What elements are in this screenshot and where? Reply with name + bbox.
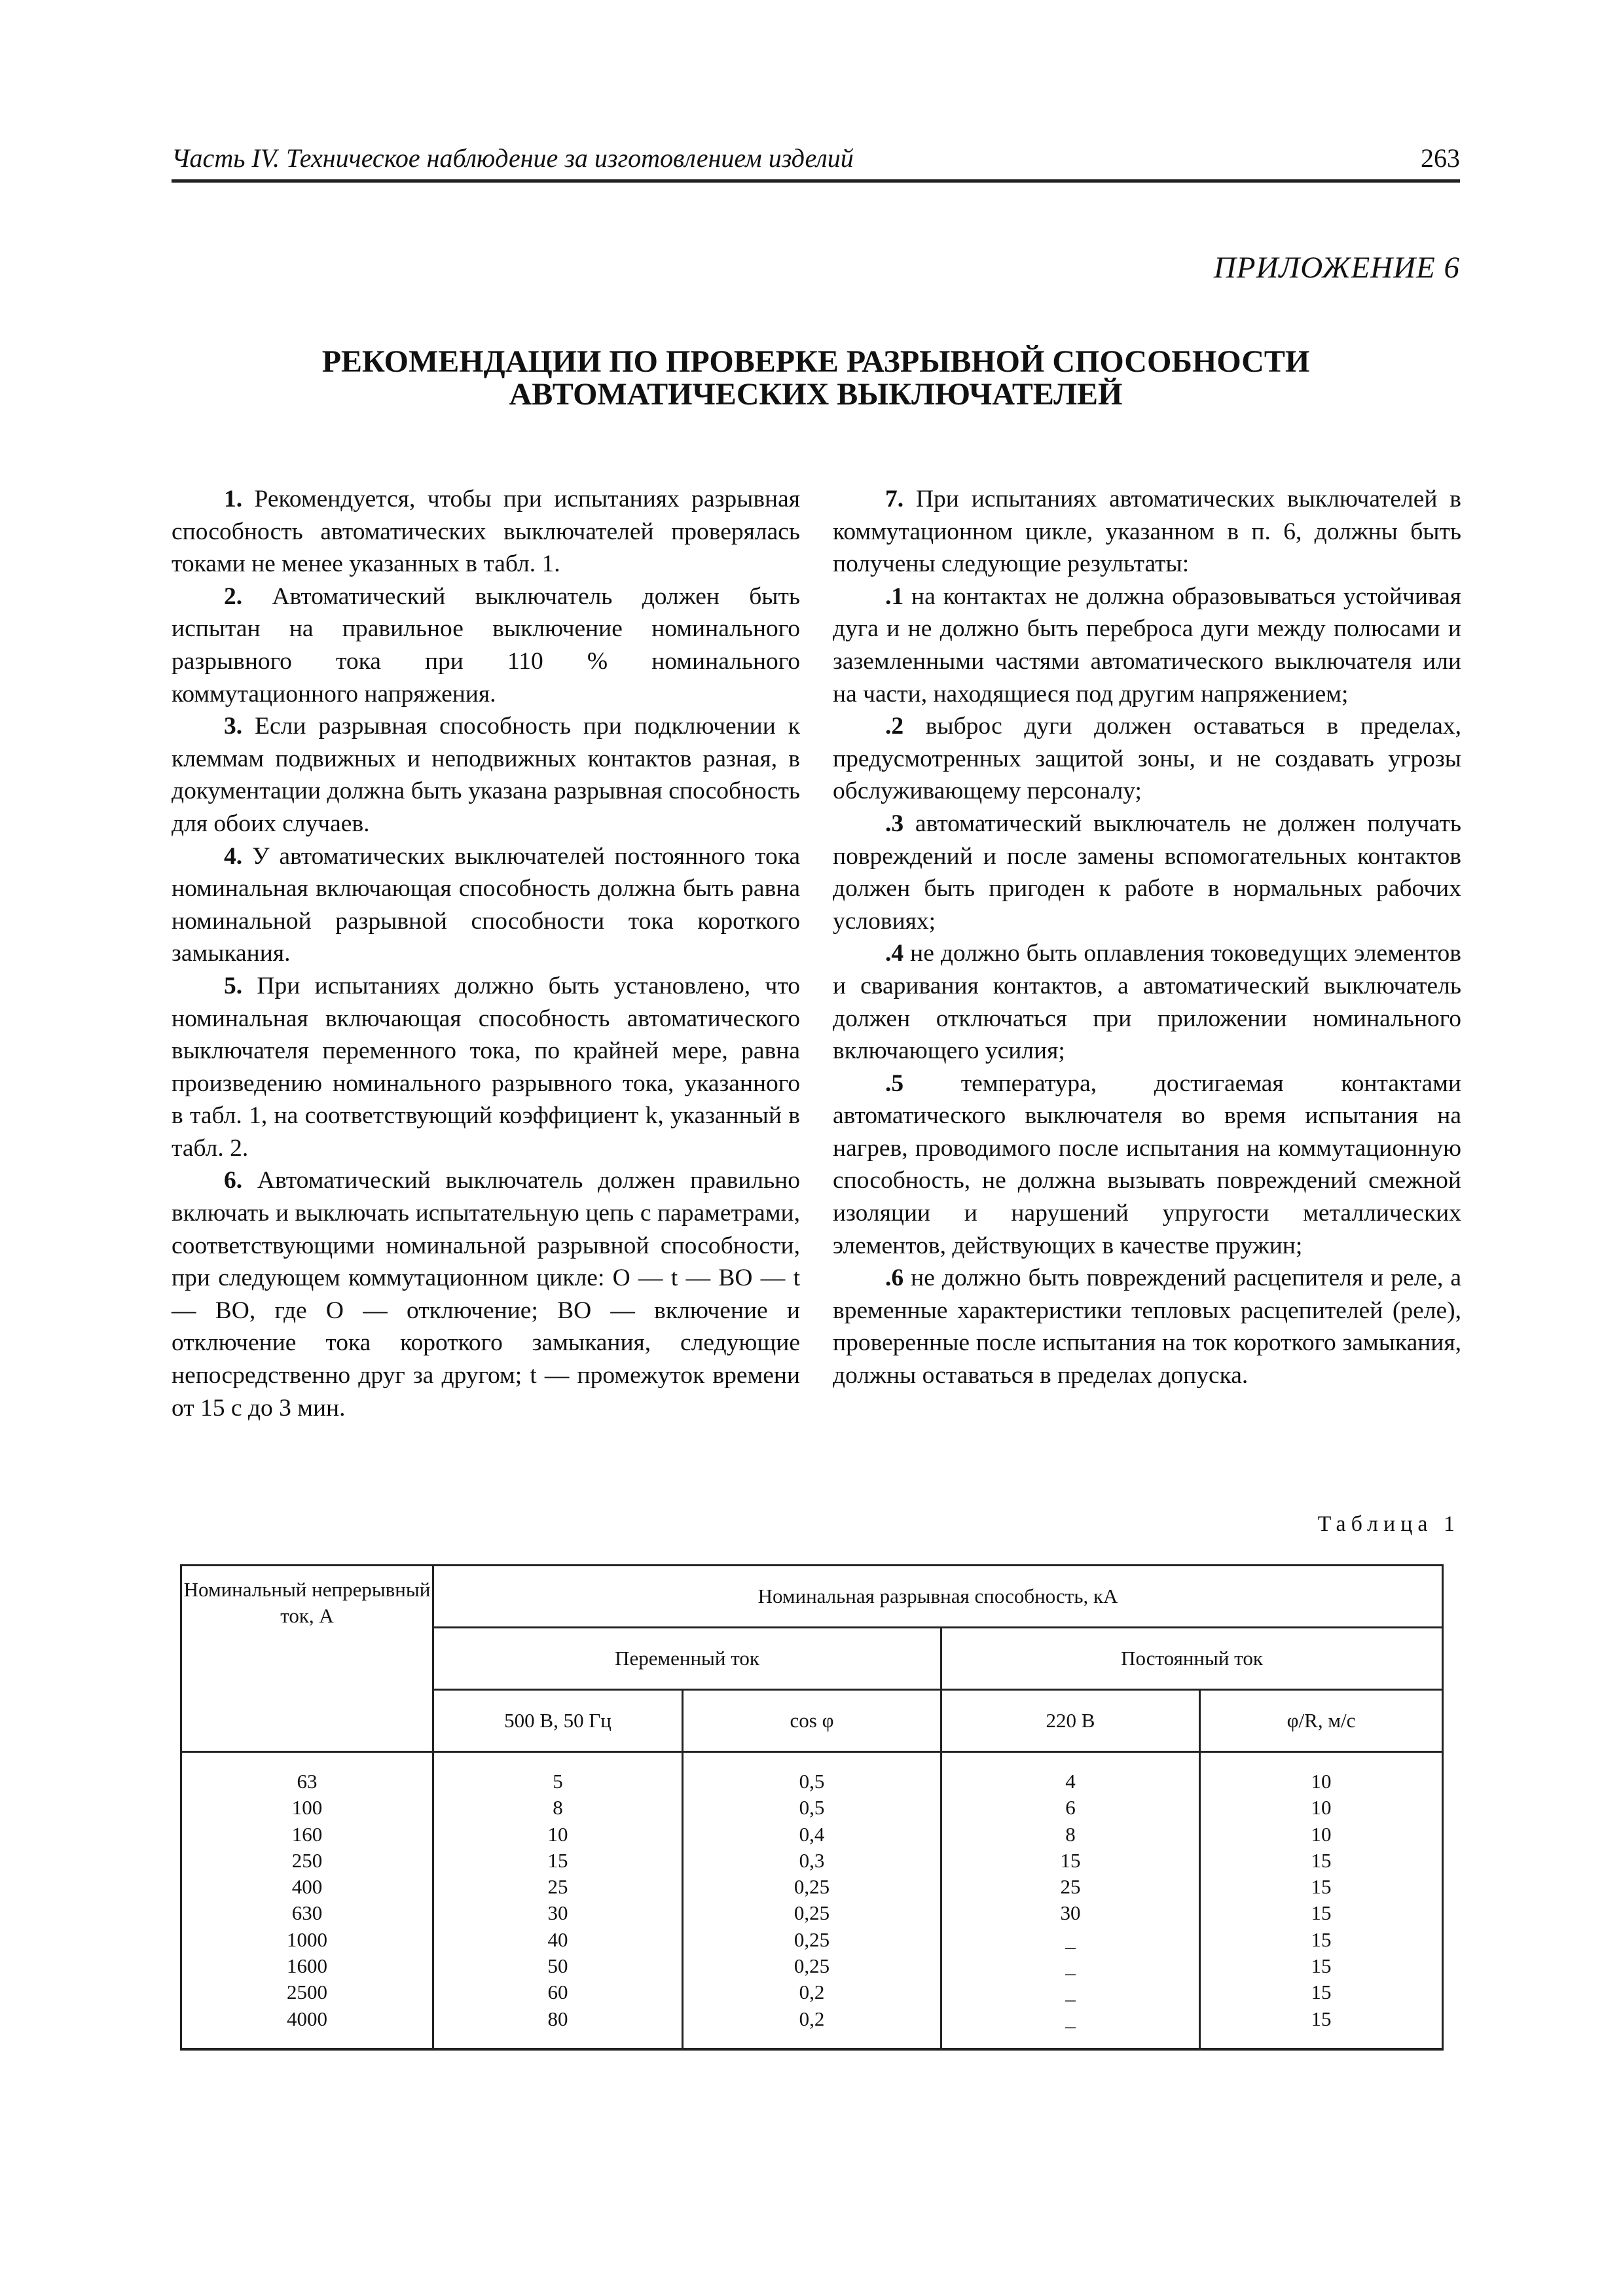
paragraph: .6 не должно быть повреждений расцепителя и реле, а временные характеристики тепловых расцепителей (реле), проверенные после испытания на ток короткого замыкания, должны оставаться в пределах допуска. <box>833 1265 1461 1390</box>
data-table <box>180 1564 1444 2051</box>
paragraph: .4 не должно быть оплавления токоведущих элементов и сваривания контактов, а автоматический выключатель должен отключаться при приложении номинального включающего усилия; <box>833 940 1461 1065</box>
table-cell: 30 <box>433 1900 683 1926</box>
table-row <box>181 1795 1443 1821</box>
table-cell: 50 <box>433 1953 683 1979</box>
table-row <box>181 1927 1443 1953</box>
table-cell: 0,5 <box>683 1795 941 1821</box>
table-cell: _ <box>941 1953 1200 1979</box>
table-cell: 15 <box>1200 1953 1443 1979</box>
right-column <box>833 483 1461 1392</box>
header-phi-r: φ/R, м/с <box>1200 1690 1443 1752</box>
paragraph: .2 выброс дуги должен оставаться в пределах, предусмотренных защитой зоны, и не создавать угрозы обслуживающему персоналу; <box>833 713 1461 805</box>
table-cell: 0,5 <box>683 1752 941 1795</box>
table-cell: 4 <box>941 1752 1200 1795</box>
table-cell: 30 <box>941 1900 1200 1926</box>
table-cell: 40 <box>433 1927 683 1953</box>
table-row <box>181 1979 1443 2005</box>
table-cell: 0,4 <box>683 1821 941 1848</box>
table-cell: 15 <box>1200 1848 1443 1874</box>
table-cell: 25 <box>433 1874 683 1900</box>
table-cell: 1000 <box>181 1927 433 1953</box>
table-cell: 15 <box>1200 1927 1443 1953</box>
table-cell: 63 <box>181 1752 433 1795</box>
document-title-line-2: АВТОМАТИЧЕСКИХ ВЫКЛЮЧАТЕЛЕЙ <box>509 377 1123 412</box>
document-title <box>172 346 1460 411</box>
table-row <box>181 1821 1443 1848</box>
table-cell: 8 <box>941 1821 1200 1848</box>
header-breaking-capacity: Номинальная разрывная способность, кА <box>433 1566 1443 1628</box>
table-cell: 60 <box>433 1979 683 2005</box>
table-cell: 0,25 <box>683 1953 941 1979</box>
header-dc: Постоянный ток <box>941 1628 1443 1690</box>
table-cell: 4000 <box>181 2006 433 2049</box>
header-ac-voltage: 500 В, 50 Гц <box>433 1690 683 1752</box>
table-cell: 2500 <box>181 1979 433 2005</box>
table-cell: 400 <box>181 1874 433 1900</box>
document-title-line-1: РЕКОМЕНДАЦИИ ПО ПРОВЕРКЕ РАЗРЫВНОЙ СПОСОБНОСТИ <box>321 344 1310 379</box>
table-cell: 10 <box>1200 1821 1443 1848</box>
paragraph: 1. Рекомендуется, чтобы при испытаниях разрывная способность автоматических выключателей проверялась токами не менее указанных в табл. 1. <box>172 486 800 578</box>
header-rated-current: Номинальный непрерывный ток, А <box>181 1566 433 1752</box>
table-cell: 15 <box>1200 1874 1443 1900</box>
table-cell: 10 <box>433 1821 683 1848</box>
table-cell: _ <box>941 1979 1200 2005</box>
page-number: 263 <box>1421 143 1460 173</box>
left-column <box>172 483 800 1424</box>
table-cell: 10 <box>1200 1795 1443 1821</box>
appendix-label: ПРИЛОЖЕНИЕ 6 <box>1213 251 1460 285</box>
table-cell: 8 <box>433 1795 683 1821</box>
table-cell: _ <box>941 2006 1200 2049</box>
table-cell: 6 <box>941 1795 1200 1821</box>
header-cos-phi: cos φ <box>683 1690 941 1752</box>
table-cell: 1600 <box>181 1953 433 1979</box>
table-cell: 80 <box>433 2006 683 2049</box>
table-cell: _ <box>941 1927 1200 1953</box>
paragraph: 5. При испытаниях должно быть установлено, что номинальная включающая способность автоматического выключателя переменного тока, по крайней мере, равна произведению номинального разрывного тока, указанного в табл. 1, на соответствующий коэффициент k, указанный в табл. 2. <box>172 972 800 1162</box>
paragraph: 7. При испытаниях автоматических выключателей в коммутационном цикле, указанном в п. 6, должны быть получены следующие результаты: <box>833 486 1461 578</box>
table-cell: 630 <box>181 1900 433 1926</box>
table-row <box>181 1848 1443 1874</box>
paragraph: .1 на контактах не должна образовываться устойчивая дуга и не должно быть переброса дуги между полюсами и заземленными частями автоматического выключателя или на части, находящиеся под другим напряжением; <box>833 583 1461 708</box>
table-cell: 100 <box>181 1795 433 1821</box>
table-cell: 25 <box>941 1874 1200 1900</box>
table-cell: 15 <box>1200 2006 1443 2049</box>
running-header-title: Часть IV. Техническое наблюдение за изготовлением изделий <box>172 143 854 173</box>
paragraph: 3. Если разрывная способность при подключении к клеммам подвижных и неподвижных контактов разная, в документации должна быть указана разрывная способность для обоих случаев. <box>172 713 800 837</box>
table-cell: 0,2 <box>683 2006 941 2049</box>
table-cell: 15 <box>941 1848 1200 1874</box>
table-cell: 10 <box>1200 1752 1443 1795</box>
table-cell: 0,25 <box>683 1874 941 1900</box>
table-row <box>181 1900 1443 1926</box>
table-cell: 0,2 <box>683 1979 941 2005</box>
running-header <box>172 143 1460 183</box>
table-cell: 5 <box>433 1752 683 1795</box>
table-cell: 15 <box>1200 1900 1443 1926</box>
table-cell: 0,25 <box>683 1927 941 1953</box>
table-caption: Таблица 1 <box>1317 1512 1460 1536</box>
table-cell: 0,3 <box>683 1848 941 1874</box>
paragraph: .5 температура, достигаемая контактами автоматического выключателя во время испытания на нагрев, проводимого после испытания на коммутационную способность, не должна вызывать повреждений смежной изоляции и нарушений упругости металлических элементов, действующих в качестве пружин; <box>833 1069 1461 1259</box>
table-row <box>181 2006 1443 2049</box>
table-row <box>181 1752 1443 1795</box>
table-cell: 160 <box>181 1821 433 1848</box>
table-cell: 250 <box>181 1848 433 1874</box>
paragraph: 4. У автоматических выключателей постоянного тока номинальная включающая способность должна быть равна номинальной разрывной способности тока короткого замыкания. <box>172 842 800 967</box>
header-ac: Переменный ток <box>433 1628 941 1690</box>
table-row <box>181 1874 1443 1900</box>
table-cell: 0,25 <box>683 1900 941 1926</box>
header-dc-voltage: 220 В <box>941 1690 1200 1752</box>
paragraph: .3 автоматический выключатель не должен получать повреждений и после замены вспомогательных контактов должен быть пригоден к работе в нормальных рабочих условиях; <box>833 810 1461 935</box>
table-cell: 15 <box>1200 1979 1443 2005</box>
paragraph: 6. Автоматический выключатель должен правильно включать и выключать испытательную цепь с параметрами, соответствующими номинальной разрывной способности, при следующем коммутационном цикле: О — t — ВО — t — ВО, где О — отключение; ВО — включение и отключение тока короткого замыкания, следующие непосредственно друг за другом; t — промежуток времени от 15 с до 3 мин. <box>172 1167 800 1422</box>
table-cell: 15 <box>433 1848 683 1874</box>
paragraph: 2. Автоматический выключатель должен быть испытан на правильное выключение номинального разрывного тока при 110 % номинального коммутационного напряжения. <box>172 583 800 708</box>
table-row <box>181 1953 1443 1979</box>
